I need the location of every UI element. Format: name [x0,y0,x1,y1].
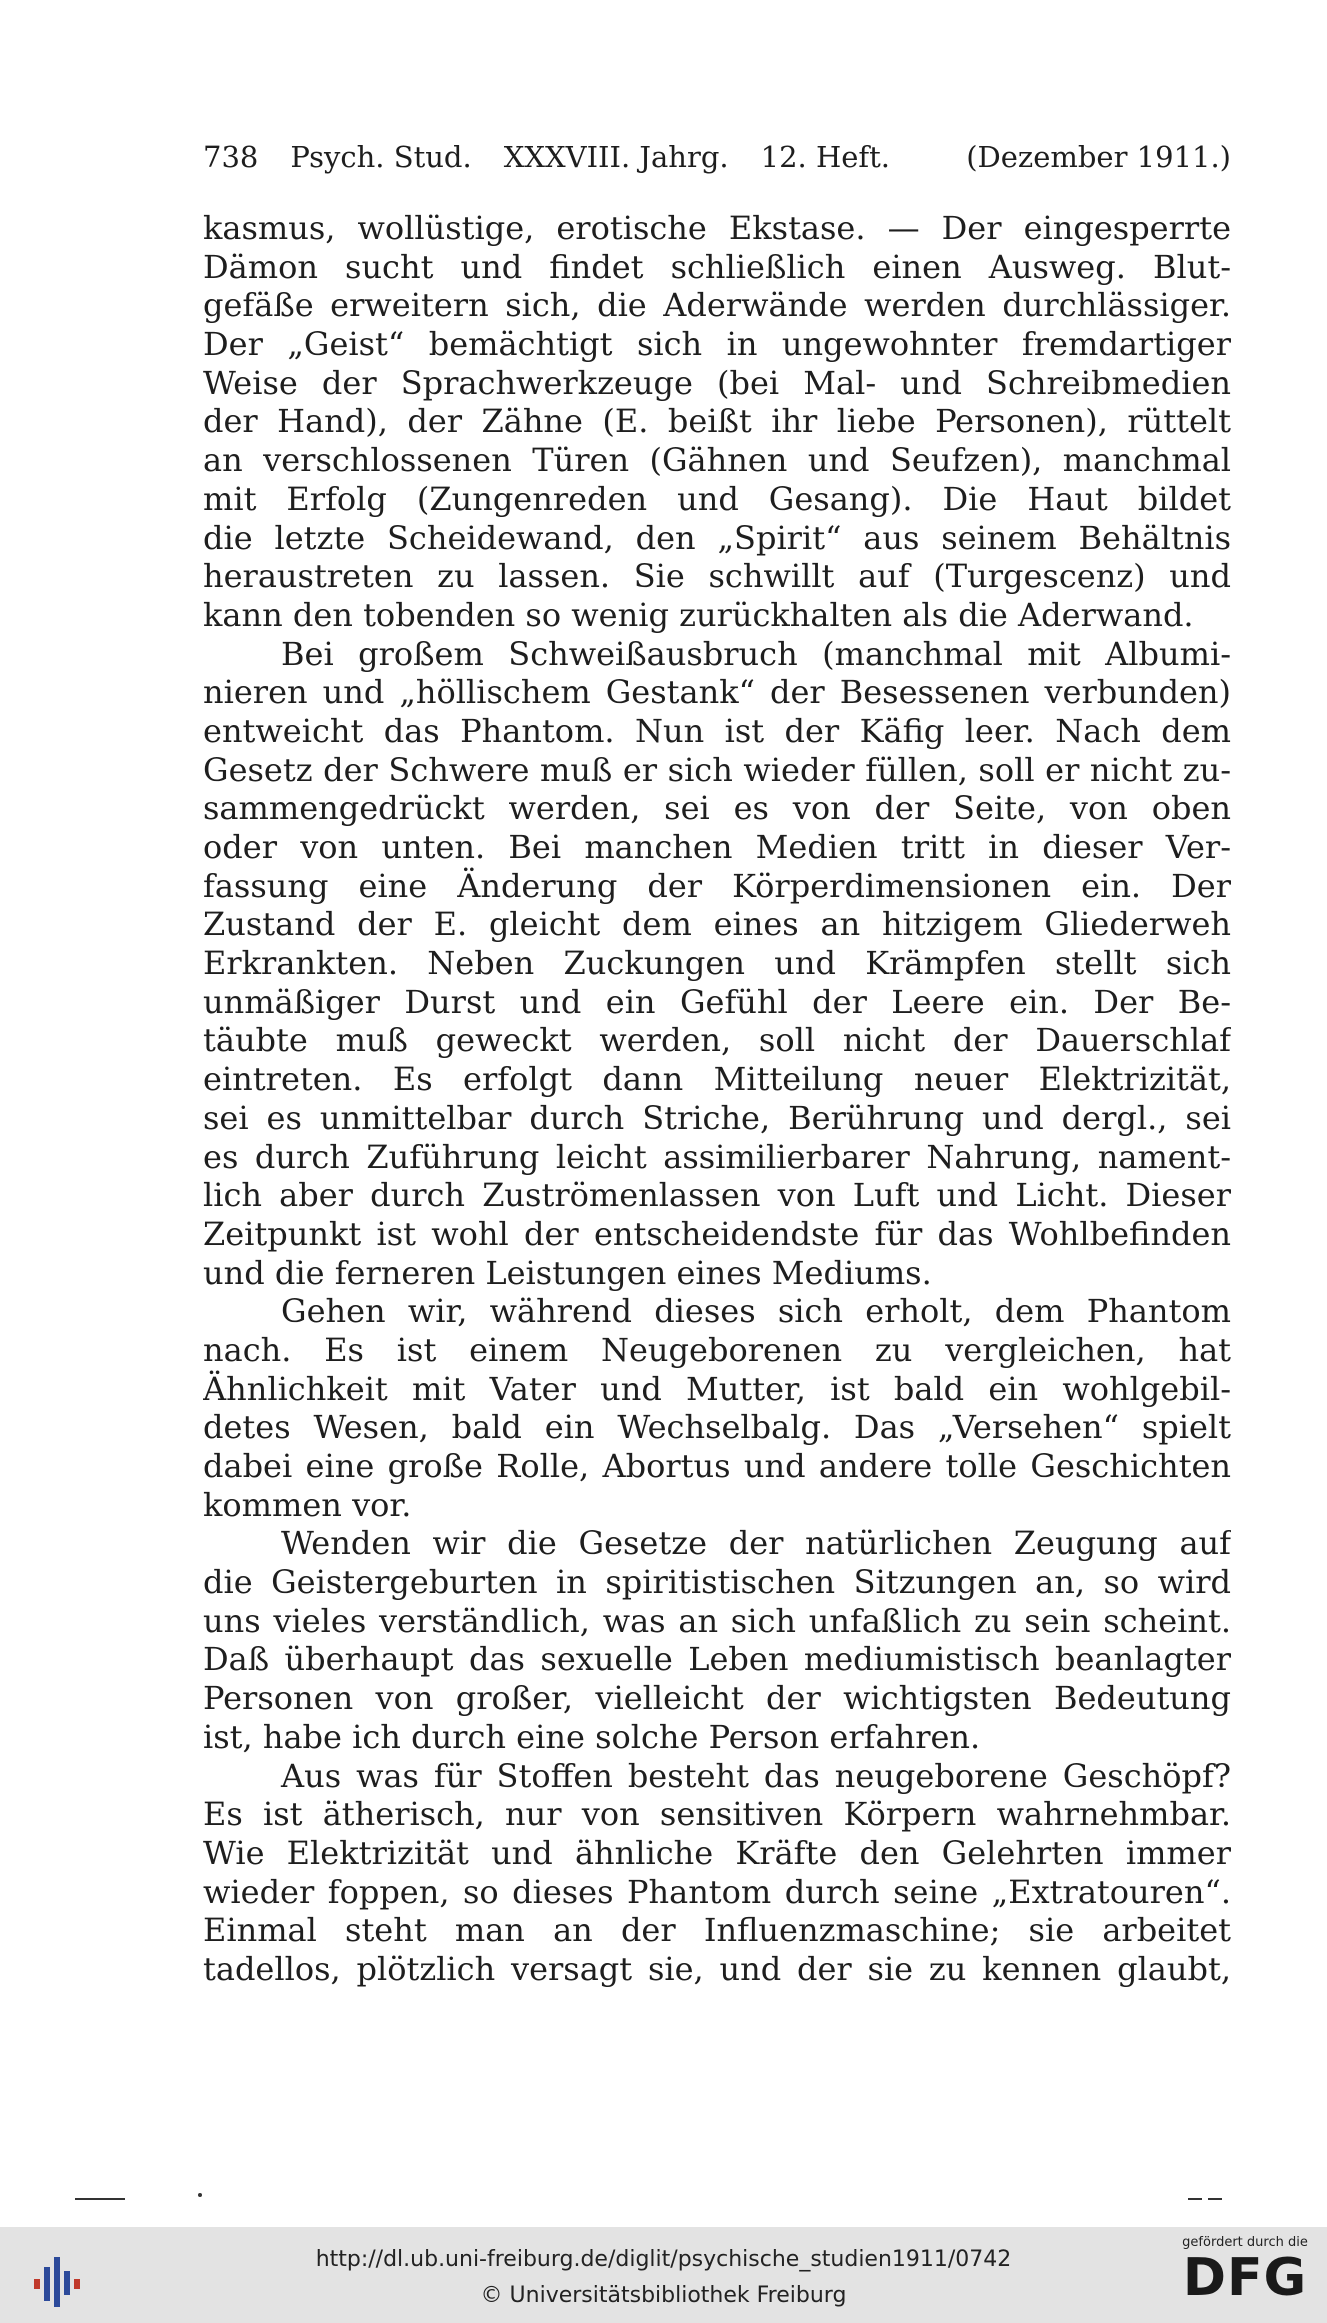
text-line: oder von unten. Bei manchen Medien tritt in dieser Ver- [203,828,1231,866]
text-line: mit Erfolg (Zungenreden und Gesang). Die Haut bildet [203,479,1231,518]
text-line: es durch Zuführung leicht assimilierbarer Nahrung, nament- [203,1137,1231,1176]
text-line: unmäßiger Durst und ein Gefühl der Leere ein. Der Be- [203,982,1231,1021]
text-line: sei es unmittelbar durch Striche, Berührung und dergl., sei [203,1098,1231,1137]
issue-date: (Dezember 1911.) [966,140,1231,174]
text-line: detes Wesen, bald ein Wechselbalg. Das „Versehen“ spielt [203,1408,1231,1447]
journal-title: Psych. Stud. [290,140,472,174]
dfg-logo-text: DFG [1182,2248,1308,2308]
text-line: kasmus, wollüstige, erotische Ekstase. — Der eingesperrte [203,209,1231,247]
text-line: Einmal steht man an der Influenzmaschine; sie arbeitet [203,1911,1231,1950]
issue-label: 12. Heft. [760,140,891,174]
text-line: Ähnlichkeit mit Vater und Mutter, ist bald ein wohlgebil- [203,1369,1231,1408]
text-line: Zustand der E. gleicht dem eines an hitzigem Gliederweh [203,905,1231,944]
edge-mark-left [75,2198,125,2200]
text-line: tadellos, plötzlich versagt sie, und der sie zu kennen glaubt, [203,1949,1231,1988]
text-line: Daß überhaupt das sexuelle Leben mediumistisch beanlagter [203,1640,1231,1679]
document-url-link[interactable]: http://dl.ub.uni-freiburg.de/diglit/psychische_studien1911/0742 [315,2247,1012,2272]
text-line: kommen vor. [203,1485,412,1524]
text-line: uns vieles verständlich, was an sich unfaßlich zu sein scheint. [203,1601,1231,1640]
edge-mark-right-2 [1208,2198,1222,2200]
text-line: ist, habe ich durch eine solche Person erfahren. [203,1717,981,1756]
text-line: die Geistergeburten in spiritistischen Sitzungen an, so wird [203,1563,1231,1602]
text-line: nach. Es ist einem Neugeborenen zu vergleichen, hat [203,1330,1231,1369]
edge-mark-right-1 [1188,2198,1202,2200]
text-line: dabei eine große Rolle, Abortus und andere tolle Geschichten [203,1447,1231,1485]
text-line: entweicht das Phantom. Nun ist der Käfig leer. Nach dem [203,711,1231,750]
text-line: gefäße erweitern sich, die Aderwände werden durchlässiger. [203,286,1231,325]
text-line: Wie Elektrizität und ähnliche Kräfte den Gelehrten immer [203,1833,1231,1872]
text-line: Gesetz der Schwere muß er sich wieder füllen, soll er nicht zu- [203,750,1231,789]
text-line: kann den tobenden so wenig zurückhalten als die Aderwand. [203,595,1194,634]
text-line: Wenden wir die Gesetze der natürlichen Zeugung auf [281,1524,1231,1563]
text-line: sammengedrückt werden, sei es von der Seite, von oben [203,789,1231,828]
text-line: täubte muß geweckt werden, soll nicht der Dauerschlaf [203,1021,1231,1060]
text-line: wieder foppen, so dieses Phantom durch seine „Extratouren“. [203,1872,1231,1911]
text-line: Bei großem Schweißausbruch (manchmal mit Albumi- [281,634,1231,673]
volume-label: XXXVIII. Jahrg. [503,140,729,174]
dfg-funding-text: gefördert durch die [1182,2235,1308,2250]
text-line: fassung eine Änderung der Körperdimensionen ein. Der [203,866,1231,905]
page-number: 738 [203,140,259,174]
text-line: Gehen wir, während dieses sich erholt, dem Phantom [281,1292,1231,1331]
running-header [203,137,1231,177]
text-line: Erkrankten. Neben Zuckungen und Krämpfen stellt sich [203,944,1231,983]
text-line: nieren und „höllischem Gestank“ der Besessenen verbunden) [203,673,1231,712]
footer-bar [0,2227,1327,2323]
text-line: Der „Geist“ bemächtigt sich in ungewohnter fremdartiger [203,325,1231,364]
text-line: Es ist ätherisch, nur von sensitiven Körpern wahrnehmbar. [203,1795,1231,1834]
text-line: Aus was für Stoffen besteht das neugeborene Geschöpf? [281,1756,1231,1795]
page-edge-marks [0,2188,1327,2208]
text-line: und die ferneren Leistungen eines Mediums. [203,1253,932,1292]
text-line: lich aber durch Zuströmenlassen von Luft und Licht. Dieser [203,1176,1231,1215]
text-line: Zeitpunkt ist wohl der entscheidendste für das Wohlbefinden [203,1214,1231,1253]
text-line: eintreten. Es erfolgt dann Mitteilung neuer Elektrizität, [203,1060,1231,1099]
text-line: an verschlossenen Türen (Gähnen und Seufzen), manchmal [203,441,1231,480]
text-line: heraustreten zu lassen. Sie schwillt auf (Turgescenz) und [203,557,1231,596]
header-left [203,137,890,177]
edge-dot [198,2193,202,2197]
text-line: Personen von großer, vielleicht der wichtigsten Bedeutung [203,1679,1231,1718]
body-text [203,209,1231,1989]
text-line: die letzte Scheidewand, den „Spirit“ aus seinem Behältnis [203,518,1231,557]
copyright-notice: © Universitätsbibliothek Freiburg [480,2283,847,2308]
text-line: Weise der Sprachwerkzeuge (bei Mal- und Schreibmedien [203,363,1231,402]
dfg-funding-logo [1175,2235,1315,2319]
text-line: der Hand), der Zähne (E. beißt ihr liebe Personen), rüttelt [203,402,1231,441]
text-line: Dämon sucht und findet schließlich einen Ausweg. Blut- [203,247,1231,286]
